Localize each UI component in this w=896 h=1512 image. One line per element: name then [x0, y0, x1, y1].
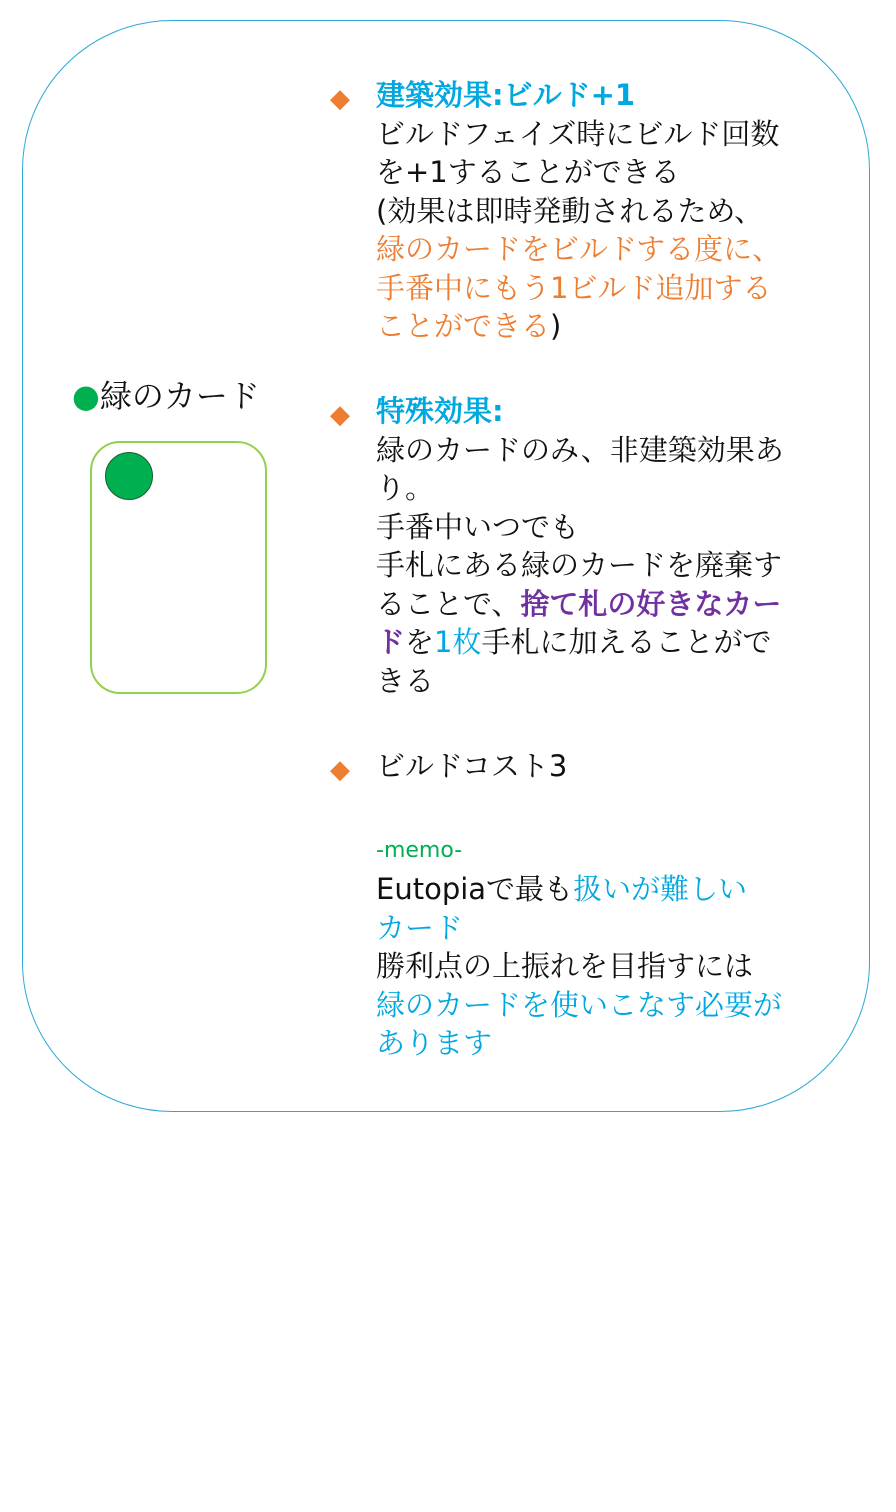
build-effect-line-highlight: ことができる: [376, 309, 551, 343]
build-effect-line: (効果は即時発動されるため、: [376, 193, 764, 228]
special-effect-line: 手札にある緑のカードを廃棄す: [376, 548, 783, 582]
memo-highlight: あります: [376, 1026, 493, 1060]
memo-highlight: 扱いが難しい: [573, 872, 748, 906]
memo-label: -memo-: [376, 838, 463, 863]
build-cost-text: ビルドコスト3: [376, 749, 568, 783]
special-effect-line: きる: [376, 663, 435, 698]
memo-highlight: カード: [376, 910, 464, 945]
special-effect-line: [376, 585, 816, 624]
memo-highlight: 緑のカードを使いこなす必要が: [376, 987, 783, 1022]
special-effect-highlight: 捨て札の好きなカー: [520, 586, 782, 621]
special-effect-line: り。: [376, 471, 435, 505]
special-effect-text: を: [405, 625, 435, 659]
special-effect-heading: 特殊効果:: [376, 394, 504, 428]
build-effect-paren: ): [550, 309, 562, 343]
green-circle-icon: [105, 452, 153, 500]
memo-line: [376, 870, 816, 909]
memo-section: [376, 832, 816, 1063]
build-effect-line-highlight: 緑のカードをビルドする度に、: [376, 232, 782, 266]
special-effect-line: 手番中いつでも: [376, 509, 580, 544]
memo-text: Eutopiaで最も: [376, 872, 574, 906]
card-title: [72, 374, 260, 418]
special-effect-line: 緑のカードのみ、非建築効果あ: [376, 432, 784, 467]
special-effect-count: 1枚: [434, 625, 482, 659]
build-effect-line: を+1することができる: [376, 155, 680, 189]
memo-text: 勝利点の上振れを目指すには: [376, 949, 754, 983]
green-dot-icon: ●: [72, 377, 100, 415]
build-effect-heading: 建築効果:ビルド+1: [376, 78, 636, 112]
diamond-bullet-icon: ◆: [330, 84, 350, 114]
build-effect-line-highlight: 手番中にもう1ビルド追加する: [376, 270, 772, 305]
card-illustration: [90, 441, 267, 694]
build-effect-line: ビルドフェイズ時にビルド回数: [376, 116, 780, 151]
special-effect-line: [376, 623, 816, 662]
card-title-label: 緑のカード: [99, 377, 260, 415]
diamond-bullet-icon: ◆: [330, 400, 350, 430]
diamond-bullet-icon: ◆: [330, 755, 350, 785]
special-effect-highlight: ド: [376, 625, 406, 659]
build-effect-line: [376, 307, 816, 346]
special-effect-text: 手札に加えることがで: [481, 625, 772, 659]
special-effect-text: ることで、: [376, 586, 521, 621]
